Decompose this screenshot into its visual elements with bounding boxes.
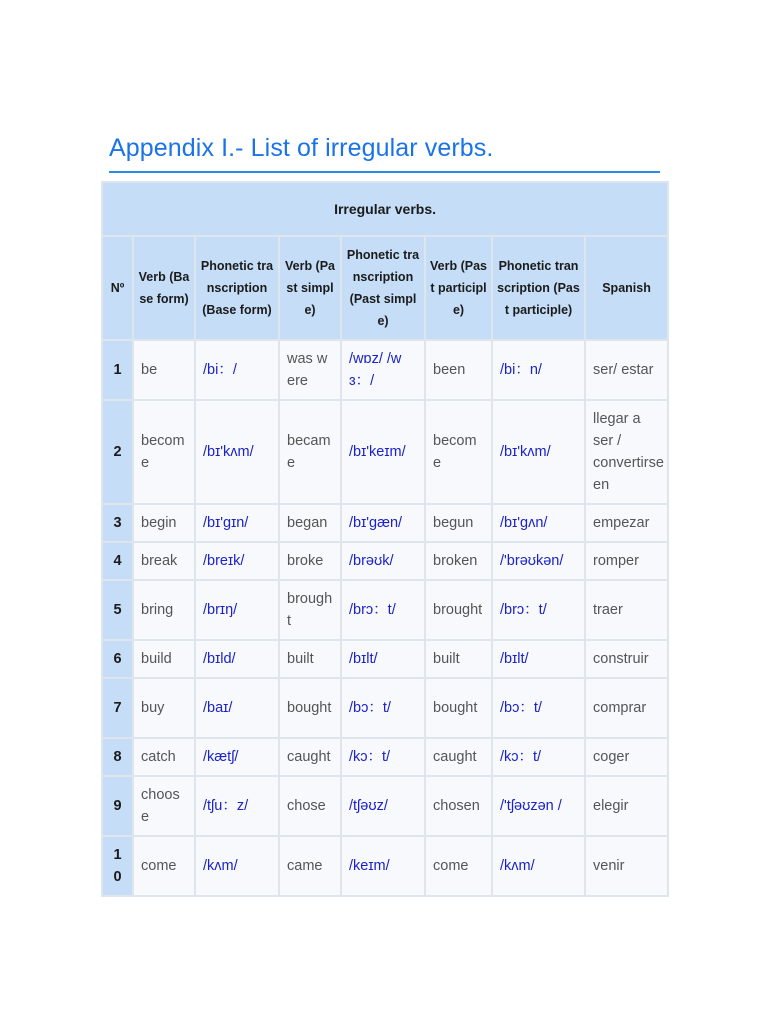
phonetic-participle: /bi：n/ — [492, 340, 585, 400]
table-row — [102, 340, 668, 400]
phonetic-base: /bi：/ — [195, 340, 279, 400]
verb-past: came — [279, 836, 341, 896]
phonetic-participle: /'brəʊkən/ — [492, 542, 585, 580]
header-verb-past: Verb (Past simple) — [279, 236, 341, 340]
verb-past: brought — [279, 580, 341, 640]
verb-base: be — [133, 340, 195, 400]
verb-participle: chosen — [425, 776, 492, 836]
row-number: 7 — [102, 678, 133, 738]
table-row — [102, 678, 668, 738]
phonetic-base: /tʃu：z/ — [195, 776, 279, 836]
verb-base: build — [133, 640, 195, 678]
row-number: 3 — [102, 504, 133, 542]
phonetic-past: /bɪ'keɪm/ — [341, 400, 425, 504]
phonetic-past: /brɔ：t/ — [341, 580, 425, 640]
phonetic-base: /kætʃ/ — [195, 738, 279, 776]
spanish-translation: coger — [585, 738, 668, 776]
table-row — [102, 640, 668, 678]
page-title: Appendix I.- List of irregular verbs. — [109, 134, 660, 173]
table-header-row — [102, 236, 668, 340]
header-phonetic-base: Phonetic transcription (Base form) — [195, 236, 279, 340]
table-caption: Irregular verbs. — [102, 182, 668, 236]
spanish-translation: traer — [585, 580, 668, 640]
verb-participle: been — [425, 340, 492, 400]
table-row — [102, 542, 668, 580]
phonetic-participle: /bɪlt/ — [492, 640, 585, 678]
phonetic-participle: /kʌm/ — [492, 836, 585, 896]
verb-past: broke — [279, 542, 341, 580]
phonetic-base: /bɪ'kʌm/ — [195, 400, 279, 504]
phonetic-past: /kɔ：t/ — [341, 738, 425, 776]
spanish-translation: romper — [585, 542, 668, 580]
table-row — [102, 504, 668, 542]
phonetic-participle: /bɪ'gʌn/ — [492, 504, 585, 542]
verb-past: chose — [279, 776, 341, 836]
verb-participle: become — [425, 400, 492, 504]
table-row — [102, 738, 668, 776]
row-number: 9 — [102, 776, 133, 836]
verb-participle: built — [425, 640, 492, 678]
verb-past: bought — [279, 678, 341, 738]
header-spanish: Spanish — [585, 236, 668, 340]
verb-past: caught — [279, 738, 341, 776]
verb-past: was were — [279, 340, 341, 400]
phonetic-participle: /kɔ：t/ — [492, 738, 585, 776]
spanish-translation: comprar — [585, 678, 668, 738]
table-row — [102, 776, 668, 836]
header-phonetic-past: Phonetic transcription (Past simple) — [341, 236, 425, 340]
header-verb-participle: Verb (Past participle) — [425, 236, 492, 340]
phonetic-past: /bɔ：t/ — [341, 678, 425, 738]
verb-base: begin — [133, 504, 195, 542]
irregular-verbs-table — [101, 181, 669, 897]
verb-base: buy — [133, 678, 195, 738]
spanish-translation: elegir — [585, 776, 668, 836]
verb-participle: begun — [425, 504, 492, 542]
row-number: 4 — [102, 542, 133, 580]
verb-past: built — [279, 640, 341, 678]
table-caption-row — [102, 182, 668, 236]
verb-past: began — [279, 504, 341, 542]
verb-base: become — [133, 400, 195, 504]
table-row — [102, 836, 668, 896]
row-number: 8 — [102, 738, 133, 776]
verb-participle: bought — [425, 678, 492, 738]
verb-base: come — [133, 836, 195, 896]
spanish-translation: construir — [585, 640, 668, 678]
verb-participle: broken — [425, 542, 492, 580]
phonetic-past: /tʃəʊz/ — [341, 776, 425, 836]
spanish-translation: llegar a ser / convertirse en — [585, 400, 668, 504]
phonetic-past: /bɪ'gæn/ — [341, 504, 425, 542]
phonetic-participle: /'tʃəʊzən / — [492, 776, 585, 836]
verb-base: choose — [133, 776, 195, 836]
phonetic-base: /bɪld/ — [195, 640, 279, 678]
table-row — [102, 580, 668, 640]
phonetic-participle: /bɔ：t/ — [492, 678, 585, 738]
verb-base: bring — [133, 580, 195, 640]
phonetic-base: /kʌm/ — [195, 836, 279, 896]
phonetic-participle: /bɪ'kʌm/ — [492, 400, 585, 504]
spanish-translation: venir — [585, 836, 668, 896]
phonetic-past: /wɒz/ /wɜ：/ — [341, 340, 425, 400]
header-number: Nº — [102, 236, 133, 340]
phonetic-base: /bɪ'gɪn/ — [195, 504, 279, 542]
verb-participle: caught — [425, 738, 492, 776]
table-row — [102, 400, 668, 504]
row-number: 6 — [102, 640, 133, 678]
phonetic-base: /baɪ/ — [195, 678, 279, 738]
row-number: 2 — [102, 400, 133, 504]
header-verb-base: Verb (Base form) — [133, 236, 195, 340]
phonetic-past: /bɪlt/ — [341, 640, 425, 678]
verb-past: became — [279, 400, 341, 504]
phonetic-participle: /brɔ：t/ — [492, 580, 585, 640]
row-number: 10 — [102, 836, 133, 896]
phonetic-base: /brɪŋ/ — [195, 580, 279, 640]
header-phonetic-participle: Phonetic transcription (Past participle) — [492, 236, 585, 340]
spanish-translation: ser/ estar — [585, 340, 668, 400]
verb-base: catch — [133, 738, 195, 776]
verb-base: break — [133, 542, 195, 580]
row-number: 1 — [102, 340, 133, 400]
row-number: 5 — [102, 580, 133, 640]
phonetic-past: /brəʊk/ — [341, 542, 425, 580]
verb-participle: come — [425, 836, 492, 896]
phonetic-base: /breɪk/ — [195, 542, 279, 580]
verb-participle: brought — [425, 580, 492, 640]
phonetic-past: /keɪm/ — [341, 836, 425, 896]
spanish-translation: empezar — [585, 504, 668, 542]
